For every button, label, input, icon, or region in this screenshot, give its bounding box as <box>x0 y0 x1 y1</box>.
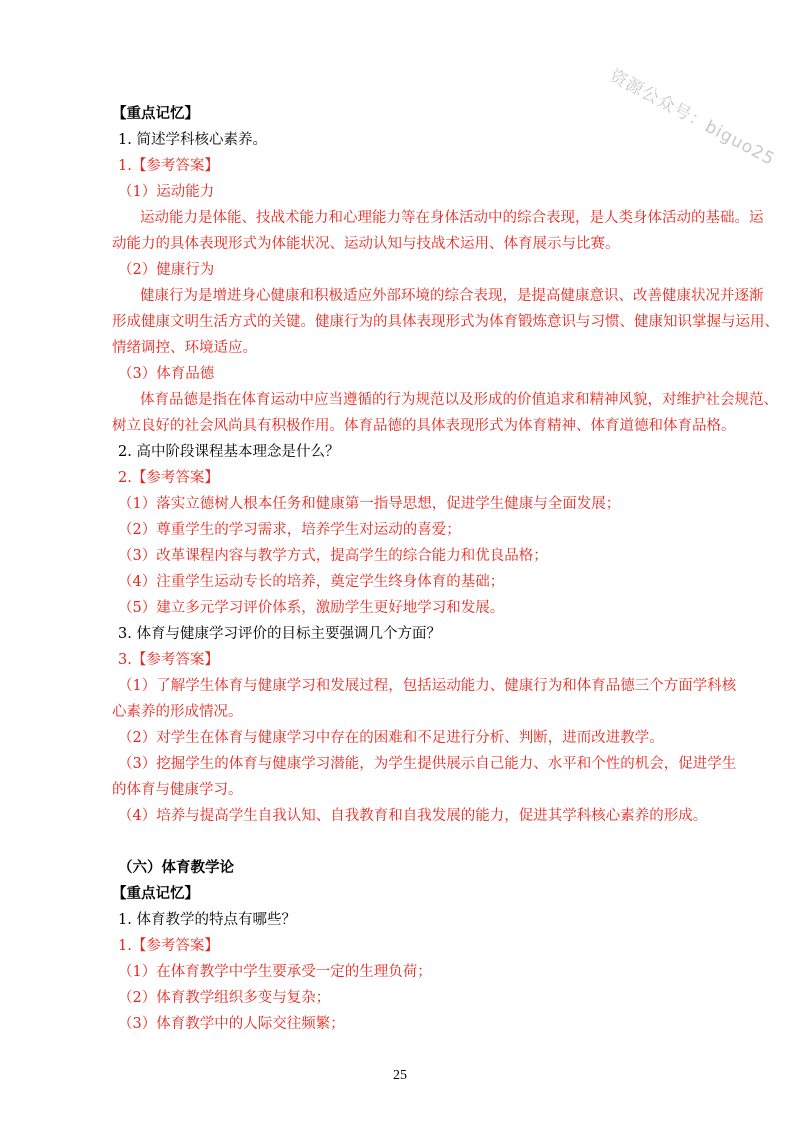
section-header: 【重点记忆】 <box>112 105 199 122</box>
answer-paragraph-line: 情绪调控、环境适应。 <box>112 340 257 356</box>
answer-item-continued: 心素养的形成情况。 <box>112 704 243 720</box>
answer-item: （3）体育教学中的人际交往频繁； <box>118 1016 345 1032</box>
answer-item: （2）对学生在体育与健康学习中存在的困难和不足进行分析、判断，进而改进教学。 <box>118 730 664 746</box>
question-1: 1. 简述学科核心素养。 <box>118 132 267 148</box>
answer-item: （3）挖掘学生的体育与健康学习潜能，为学生提供展示自己能力、水平和个性的机会，促进学生 <box>118 756 737 772</box>
answer-item: （1）落实立德树人根本任务和健康第一指导思想，促进学生健康与全面发展； <box>118 496 621 512</box>
answer-item: （2）尊重学生的学习需求，培养学生对运动的喜爱； <box>118 522 461 538</box>
answer-item: （5）建立多元学习评价体系，激励学生更好地学习和发展。 <box>118 600 505 616</box>
answer-item-title: （2）健康行为 <box>118 262 215 278</box>
answer-paragraph-line: 形成健康文明生活方式的关键。健康行为的具体表现形式为体育锻炼意识与习惯、健康知识掌握与运用、 <box>112 314 779 330</box>
answer-item: （1）了解学生体育与健康学习和发展过程，包括运动能力、健康行为和体育品德三个方面学科核 <box>118 678 737 694</box>
section-header: 【重点记忆】 <box>112 885 199 902</box>
answer-item-continued: 的体育与健康学习。 <box>112 782 243 798</box>
answer-item: （2）体育教学组织多变与复杂； <box>118 990 331 1006</box>
page-number: 25 <box>393 1068 407 1083</box>
answer-item-title: （3）体育品德 <box>118 366 215 382</box>
question-1: 1. 体育教学的特点有哪些？ <box>118 912 296 928</box>
watermark: 资源公众号：biguo25 <box>606 65 779 170</box>
answer-item: （4）注重学生运动专长的培养，奠定学生终身体育的基础； <box>118 574 505 590</box>
answer-paragraph-line: 体育品德是指在体育运动中应当遵循的行为规范以及形成的价值追求和精神风貌，对维护社会规范、 <box>140 392 778 408</box>
answer-item-title: （1）运动能力 <box>118 184 215 200</box>
answer-label-1: 1.【参考答案】 <box>118 158 219 174</box>
answer-paragraph-line: 动能力的具体表现形式为体能状况、运动认知与技战术运用、体育展示与比赛。 <box>112 236 620 252</box>
answer-paragraph-line: 运动能力是体能、技战术能力和心理能力等在身体活动中的综合表现，是人类身体活动的基础。运 <box>140 210 764 226</box>
answer-label-1: 1.【参考答案】 <box>118 938 219 954</box>
question-2: 2. 高中阶段课程基本理念是什么？ <box>118 444 340 460</box>
section-title: （六）体育教学论 <box>118 859 234 876</box>
answer-label-2: 2.【参考答案】 <box>118 470 219 486</box>
answer-item: （4）培养与提高学生自我认知、自我教育和自我发展的能力，促进其学科核心素养的形成。 <box>118 808 708 824</box>
answer-paragraph-line: 健康行为是增进身心健康和积极适应外部环境的综合表现，是提高健康意识、改善健康状况并逐渐 <box>140 288 764 304</box>
question-3: 3. 体育与健康学习评价的目标主要强调几个方面？ <box>118 626 441 642</box>
answer-item: （3）改革课程内容与教学方式，提高学生的综合能力和优良品格； <box>118 548 548 564</box>
answer-paragraph-line: 树立良好的社会风尚具有积极作用。体育品德的具体表现形式为体育精神、体育道德和体育品格。 <box>112 418 736 434</box>
answer-label-3: 3.【参考答案】 <box>118 652 219 668</box>
answer-item: （1）在体育教学中学生要承受一定的生理负荷； <box>118 964 432 980</box>
